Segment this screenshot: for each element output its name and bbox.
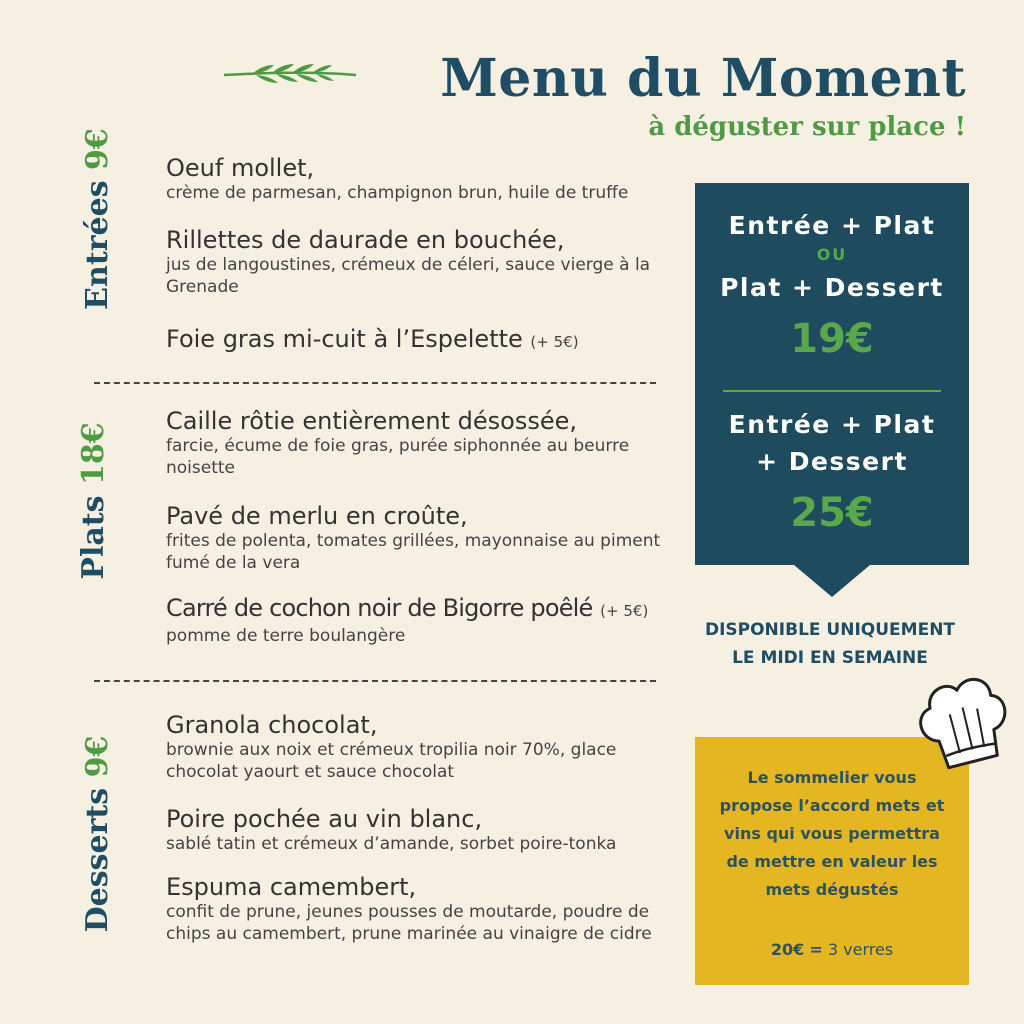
dish-name: Foie gras mi-cuit à l’Espelette bbox=[166, 325, 523, 353]
dish-caille bbox=[166, 407, 666, 479]
formula-or: OU bbox=[816, 245, 848, 264]
dish-description: farcie, écume de foie gras, purée siphonnée au beurre noisette bbox=[166, 436, 630, 478]
dish-cochon-noir bbox=[166, 594, 696, 647]
section-name: Plats bbox=[76, 495, 111, 580]
formula-option2-line2: + Dessert bbox=[756, 447, 908, 476]
section-label-desserts bbox=[78, 714, 118, 954]
dish-name: Espuma camembert, bbox=[166, 873, 417, 901]
dish-description: brownie aux noix et crémeux tropilia noir 70%, glace chocolat yaourt et sauce chocolat bbox=[166, 740, 617, 782]
formula-option1-line2: Plat + Dessert bbox=[720, 273, 944, 302]
formula-box bbox=[695, 183, 969, 565]
dish-name: Caille rôtie entièrement désossée, bbox=[166, 407, 578, 435]
dish-poire bbox=[166, 805, 696, 855]
sommelier-glasses: 3 verres bbox=[827, 940, 894, 959]
dish-description: sablé tatin et crémeux d’amande, sorbet poire-tonka bbox=[166, 834, 617, 854]
formula-option2-price: 25€ bbox=[790, 490, 874, 536]
dish-name-row bbox=[166, 594, 696, 625]
dish-name: Carré de cochon noir de Bigorre poêlé bbox=[166, 594, 593, 622]
section-price: 18€ bbox=[76, 422, 111, 486]
availability-line2: LE MIDI EN SEMAINE bbox=[732, 648, 928, 668]
formula-separator bbox=[723, 390, 941, 392]
dish-name: Granola chocolat, bbox=[166, 711, 378, 739]
formula-option1-line1: Entrée + Plat bbox=[728, 211, 936, 240]
formula-option2-line1: Entrée + Plat bbox=[728, 410, 936, 439]
dish-description: crème de parmesan, champignon brun, huile de truffe bbox=[166, 183, 629, 203]
dish-description: confit de prune, jeunes pousses de moutarde, poudre de chips au camembert, prune marinée au vinaigre de cidre bbox=[166, 902, 652, 944]
section-name: Entrées bbox=[80, 180, 115, 310]
dish-description: jus de langoustines, crémeux de céleri, sauce vierge à la Grenade bbox=[166, 255, 651, 297]
section-label-entrees bbox=[78, 99, 118, 339]
dish-name: Oeuf mollet, bbox=[166, 154, 315, 182]
dish-description: pomme de terre boulangère bbox=[166, 626, 406, 646]
dish-foie-gras bbox=[166, 325, 696, 356]
dish-name: Rillettes de daurade en bouchée, bbox=[166, 226, 565, 254]
section-name: Desserts bbox=[80, 787, 115, 933]
dish-oeuf-mollet bbox=[166, 154, 696, 204]
section-label-plats bbox=[74, 381, 114, 621]
formula-option1-price: 19€ bbox=[790, 316, 874, 362]
section-price: 9€ bbox=[80, 128, 115, 170]
sommelier-offer bbox=[695, 940, 969, 959]
availability-note bbox=[680, 616, 980, 672]
dish-espuma bbox=[166, 873, 686, 945]
formula-box-pointer bbox=[794, 565, 870, 597]
section-divider bbox=[94, 382, 656, 384]
dish-supplement: (+ 5€) bbox=[530, 333, 579, 351]
availability-line1: DISPONIBLE UNIQUEMENT bbox=[704, 620, 956, 640]
dish-rillettes-daurade bbox=[166, 226, 656, 298]
sommelier-equals: = bbox=[809, 940, 823, 959]
sommelier-text: Le sommelier vous propose l’accord mets et vins qui vous permettra de mettre en valeur les mets dégustés bbox=[719, 768, 945, 899]
dish-description: frites de polenta, tomates grillées, mayonnaise au piment fumé de la vera bbox=[166, 531, 661, 573]
dish-supplement: (+ 5€) bbox=[600, 602, 649, 620]
sprig-icon bbox=[222, 55, 358, 91]
page-title: Menu du Moment bbox=[440, 48, 966, 109]
page-subtitle: à déguster sur place ! bbox=[648, 112, 966, 142]
dish-name-row bbox=[166, 325, 696, 356]
dish-merlu bbox=[166, 502, 686, 574]
chef-hat-icon bbox=[912, 672, 1012, 776]
sommelier-price: 20€ bbox=[770, 940, 805, 959]
section-price: 9€ bbox=[80, 735, 115, 778]
dish-name: Pavé de merlu en croûte, bbox=[166, 502, 468, 530]
dish-granola bbox=[166, 711, 666, 783]
section-divider bbox=[94, 680, 656, 682]
dish-name: Poire pochée au vin blanc, bbox=[166, 805, 483, 833]
